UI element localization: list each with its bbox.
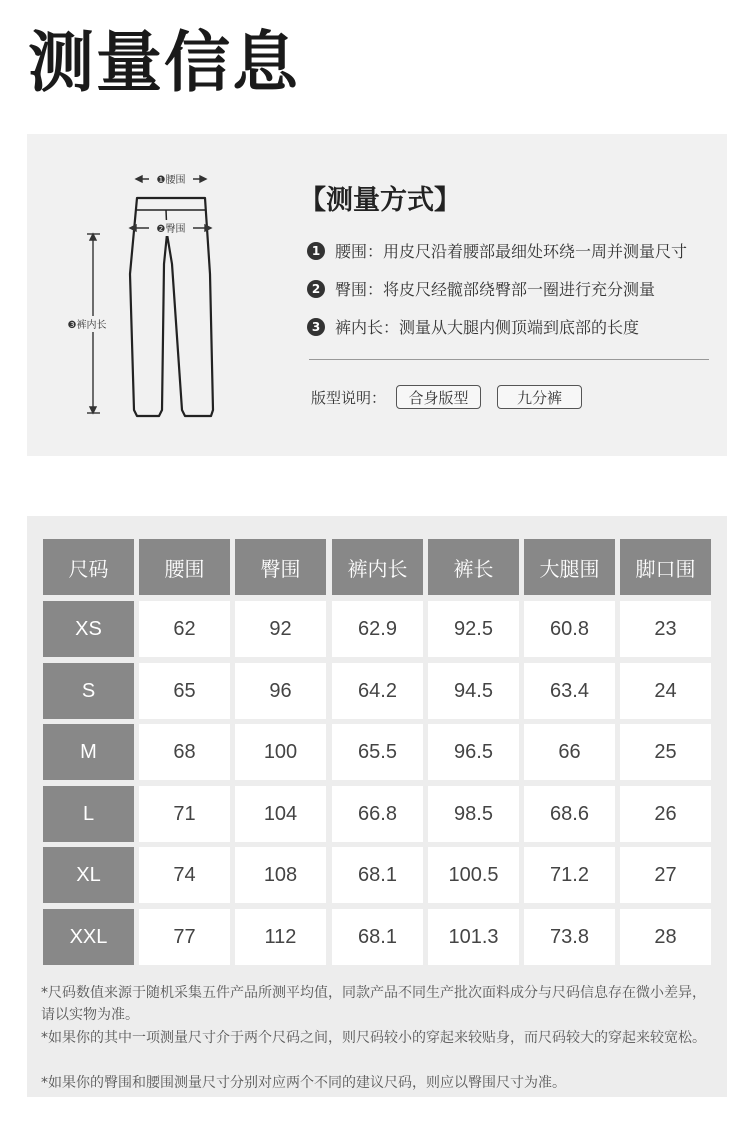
- table-cell: 65.5: [332, 724, 423, 780]
- size-label-cell: L: [43, 786, 134, 842]
- note-3: *如果你的臀围和腰围测量尺寸分别对应两个不同的建议尺码，则应以臀围尺寸为准。: [41, 1075, 566, 1091]
- table-cell: 96.5: [428, 724, 519, 780]
- table-cell: 71: [139, 786, 230, 842]
- page-title: 测量信息: [28, 24, 300, 101]
- table-cell: 98.5: [428, 786, 519, 842]
- method-item-text: 腰围：用皮尺沿着腰部最细处环绕一周并测量尺寸: [335, 242, 688, 261]
- waist-label: ❶腰围: [156, 175, 186, 186]
- table-cell: 68.6: [524, 786, 615, 842]
- measurement-method-panel: [27, 134, 727, 456]
- method-item-inseam: [307, 315, 639, 338]
- table-cell: 92: [235, 601, 326, 657]
- header-length: 裤长: [428, 539, 519, 595]
- header-leg-opening: 脚口围: [620, 539, 711, 595]
- size-label-cell: XS: [43, 601, 134, 657]
- table-cell: 27: [620, 847, 711, 903]
- size-label-cell: XL: [43, 847, 134, 903]
- note-2: *如果你的其中一项测量尺寸介于两个尺码之间，则尺码较小的穿起来较贴身，而尺码较大的穿起来较宽松。: [41, 1030, 706, 1046]
- table-cell: 96: [235, 663, 326, 719]
- table-cell: 104: [235, 786, 326, 842]
- method-item-text: 臀围：将皮尺经髋部绕臀部一圈进行充分测量: [335, 280, 656, 299]
- method-item-hip: [307, 277, 655, 300]
- table-cell: 68.1: [332, 909, 423, 965]
- table-cell: 63.4: [524, 663, 615, 719]
- hip-label: ❷臀围: [156, 224, 186, 235]
- size-label-cell: XXL: [43, 909, 134, 965]
- header-inseam: 裤内长: [332, 539, 423, 595]
- number-3-icon: 3: [307, 318, 325, 336]
- size-label-cell: S: [43, 663, 134, 719]
- table-cell: 100: [235, 724, 326, 780]
- table-cell: 23: [620, 601, 711, 657]
- table-cell: 66.8: [332, 786, 423, 842]
- table-cell: 73.8: [524, 909, 615, 965]
- method-item-waist: [307, 239, 687, 262]
- fit-type-label: 版型说明：: [311, 389, 387, 407]
- table-cell: 101.3: [428, 909, 519, 965]
- note-1: *尺码数值来源于随机采集五件产品所测平均值，同款产品不同生产批次面料成分与尺码信息存在微小差异，请以实物为准。: [41, 985, 706, 1023]
- table-cell: 108: [235, 847, 326, 903]
- table-cell: 28: [620, 909, 711, 965]
- table-cell: 68.1: [332, 847, 423, 903]
- table-cell: 26: [620, 786, 711, 842]
- number-1-icon: 1: [307, 242, 325, 260]
- fit-tag-regular: 合身版型: [396, 385, 481, 409]
- method-item-text: 裤内长：测量从大腿内侧顶端到底部的长度: [335, 318, 640, 337]
- table-cell: 74: [139, 847, 230, 903]
- table-cell: 25: [620, 724, 711, 780]
- table-cell: 66: [524, 724, 615, 780]
- table-cell: 62: [139, 601, 230, 657]
- size-table-panel: [27, 516, 727, 1097]
- table-cell: 112: [235, 909, 326, 965]
- inseam-label: ❸裤内长: [67, 320, 107, 331]
- pants-diagram: [27, 134, 287, 456]
- header-hip: 臀围: [235, 539, 326, 595]
- table-cell: 64.2: [332, 663, 423, 719]
- table-cell: 71.2: [524, 847, 615, 903]
- number-2-icon: 2: [307, 280, 325, 298]
- table-cell: 77: [139, 909, 230, 965]
- table-cell: 60.8: [524, 601, 615, 657]
- size-label-cell: M: [43, 724, 134, 780]
- table-cell: 100.5: [428, 847, 519, 903]
- method-title: 【测量方式】: [299, 185, 461, 216]
- header-waist: 腰围: [139, 539, 230, 595]
- table-cell: 94.5: [428, 663, 519, 719]
- table-cell: 24: [620, 663, 711, 719]
- table-cell: 62.9: [332, 601, 423, 657]
- table-cell: 68: [139, 724, 230, 780]
- table-cell: 92.5: [428, 601, 519, 657]
- divider: [309, 359, 709, 360]
- header-thigh: 大腿围: [524, 539, 615, 595]
- header-size: 尺码: [43, 539, 134, 595]
- fit-tag-ankle-length: 九分裤: [497, 385, 582, 409]
- table-cell: 65: [139, 663, 230, 719]
